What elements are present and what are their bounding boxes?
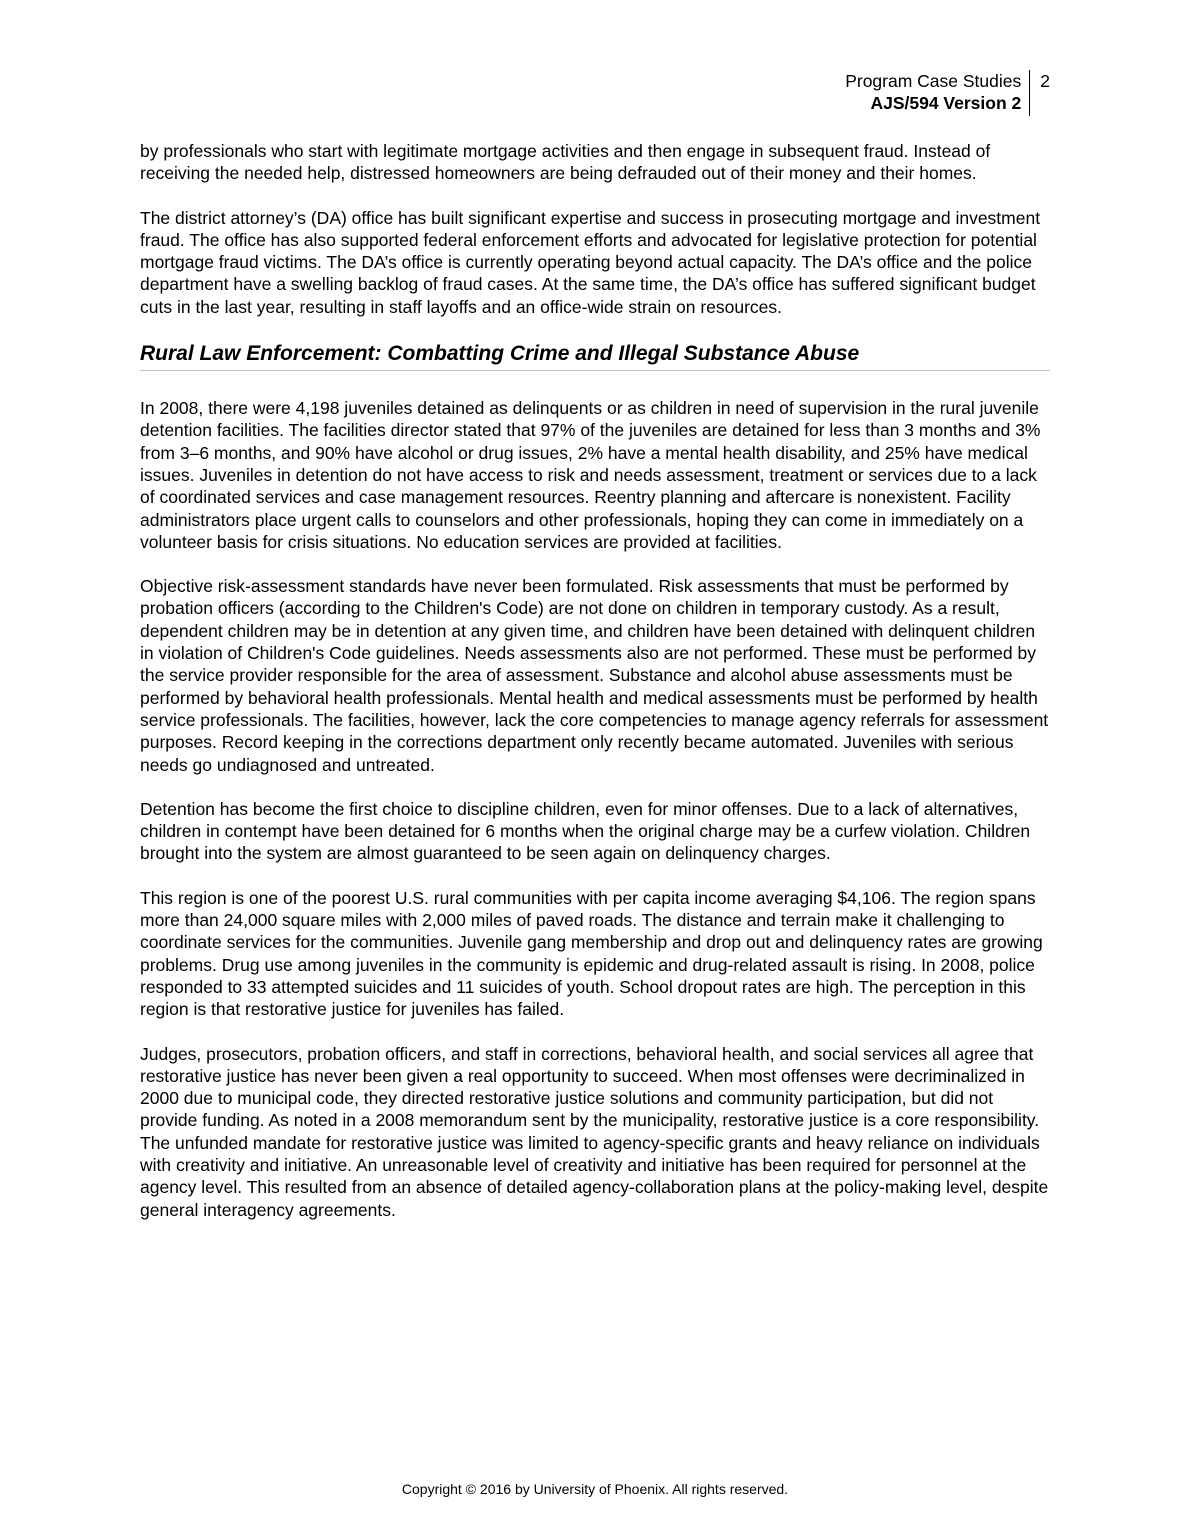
body-paragraph: by professionals who start with legitimate mortgage activities and then engage in subsequent fraud. Instead of receiving the needed help, distressed homeowners are being defrauded out of their money and their homes. [140, 141, 991, 184]
body-paragraph: The district attorney’s (DA) office has built significant expertise and success in prosecuting mortgage and investment fraud. The office has also supported federal enforcement efforts and advocated for legislative protection for potential mortgage fraud victims. The DA’s office is currently operating beyond actual capacity. The DA’s office and the police department have a swelling backlog of fraud cases. At the same time, the DA’s office has suffered significant budget cuts in the last year, resulting in staff layoffs and an office-wide strain on resources. [140, 207, 1041, 317]
body-paragraph: Judges, prosecutors, probation officers, and staff in corrections, behavioral health, and social services all agree that restorative justice has never been given a real opportunity to succeed. When most offenses were decriminalized in 2000 due to municipal code, they directed restorative justice solutions and community participation, but did not provide funding. As noted in a 2008 memorandum sent by the municipality, restorative justice is a core responsibility. The unfunded mandate for restorative justice was limited to agency-specific grants and heavy reliance on individuals with creativity and initiative. An unreasonable level of creativity and initiative has been required for personnel at the agency level. This resulted from an absence of detailed agency-collaboration plans at the policy-making level, despite general interagency agreements. [140, 1043, 1049, 1220]
header-course: AJS/594 Version 2 [870, 93, 1022, 113]
body-paragraph: Objective risk-assessment standards have never been formulated. Risk assessments that must be performed by probation officers (according to the Children's Code) are not done on children in temporary custody. As a result, dependent children may be in detention at any given time, and children have been detained with delinquent children in violation of Children's Code guidelines. Needs assessments also are not performed. These must be performed by the service provider responsible for the area of assessment. Substance and alcohol abuse assessments must be performed by behavioral health professionals. Mental health and medical assessments must be performed by health service professionals. The facilities, however, lack the core competencies to manage agency referrals for assessment purposes. Record keeping in the corrections department only recently became automated. Juveniles with serious needs go undiagnosed and untreated. [140, 576, 1049, 775]
header-text-block [845, 70, 1030, 116]
body-paragraph: This region is one of the poorest U.S. rural communities with per capita income averaging $4,106. The region spans more than 24,000 square miles with 2,000 miles of paved roads. The distance and terrain make it challenging to coordinate services for the communities. Juvenile gang membership and drop out and delinquency rates are growing problems. Drug use among juveniles in the community is epidemic and drug-related assault is rising. In 2008, police responded to 33 attempted suicides and 11 suicides of youth. School dropout rates are high. The perception in this region is that restorative justice for juveniles has failed. [140, 887, 1043, 1020]
document-body [140, 140, 1050, 1243]
page-footer: Copyright © 2016 by University of Phoenix. All rights reserved. [401, 1481, 789, 1497]
header-title: Program Case Studies [845, 71, 1022, 91]
section-heading: Rural Law Enforcement: Combatting Crime and Illegal Substance Abuse [140, 340, 1050, 371]
page-header [845, 70, 1050, 116]
body-paragraph: In 2008, there were 4,198 juveniles detained as delinquents or as children in need of supervision in the rural juvenile detention facilities. The facilities director stated that 97% of the juveniles are detained for less than 3 months and 3% from 3–6 months, and 90% have alcohol or drug issues, 2% have a mental health disability, and 25% have medical issues. Juveniles in detention do not have access to risk and needs assessment, treatment or services due to a lack of coordinated services and case management resources. Reentry planning and aftercare is nonexistent. Facility administrators place urgent calls to counselors and other professionals, hoping they can come in immediately on a volunteer basis for crisis situations. No education services are provided at facilities. [140, 398, 1041, 552]
page-number: 2 [1040, 71, 1050, 91]
body-paragraph: Detention has become the first choice to discipline children, even for minor offenses. Due to a lack of alternatives, children in contempt have been detained for 6 months when the original charge may be a curfew violation. Children brought into the system are almost guaranteed to be seen again on delinquency charges. [140, 798, 1031, 864]
